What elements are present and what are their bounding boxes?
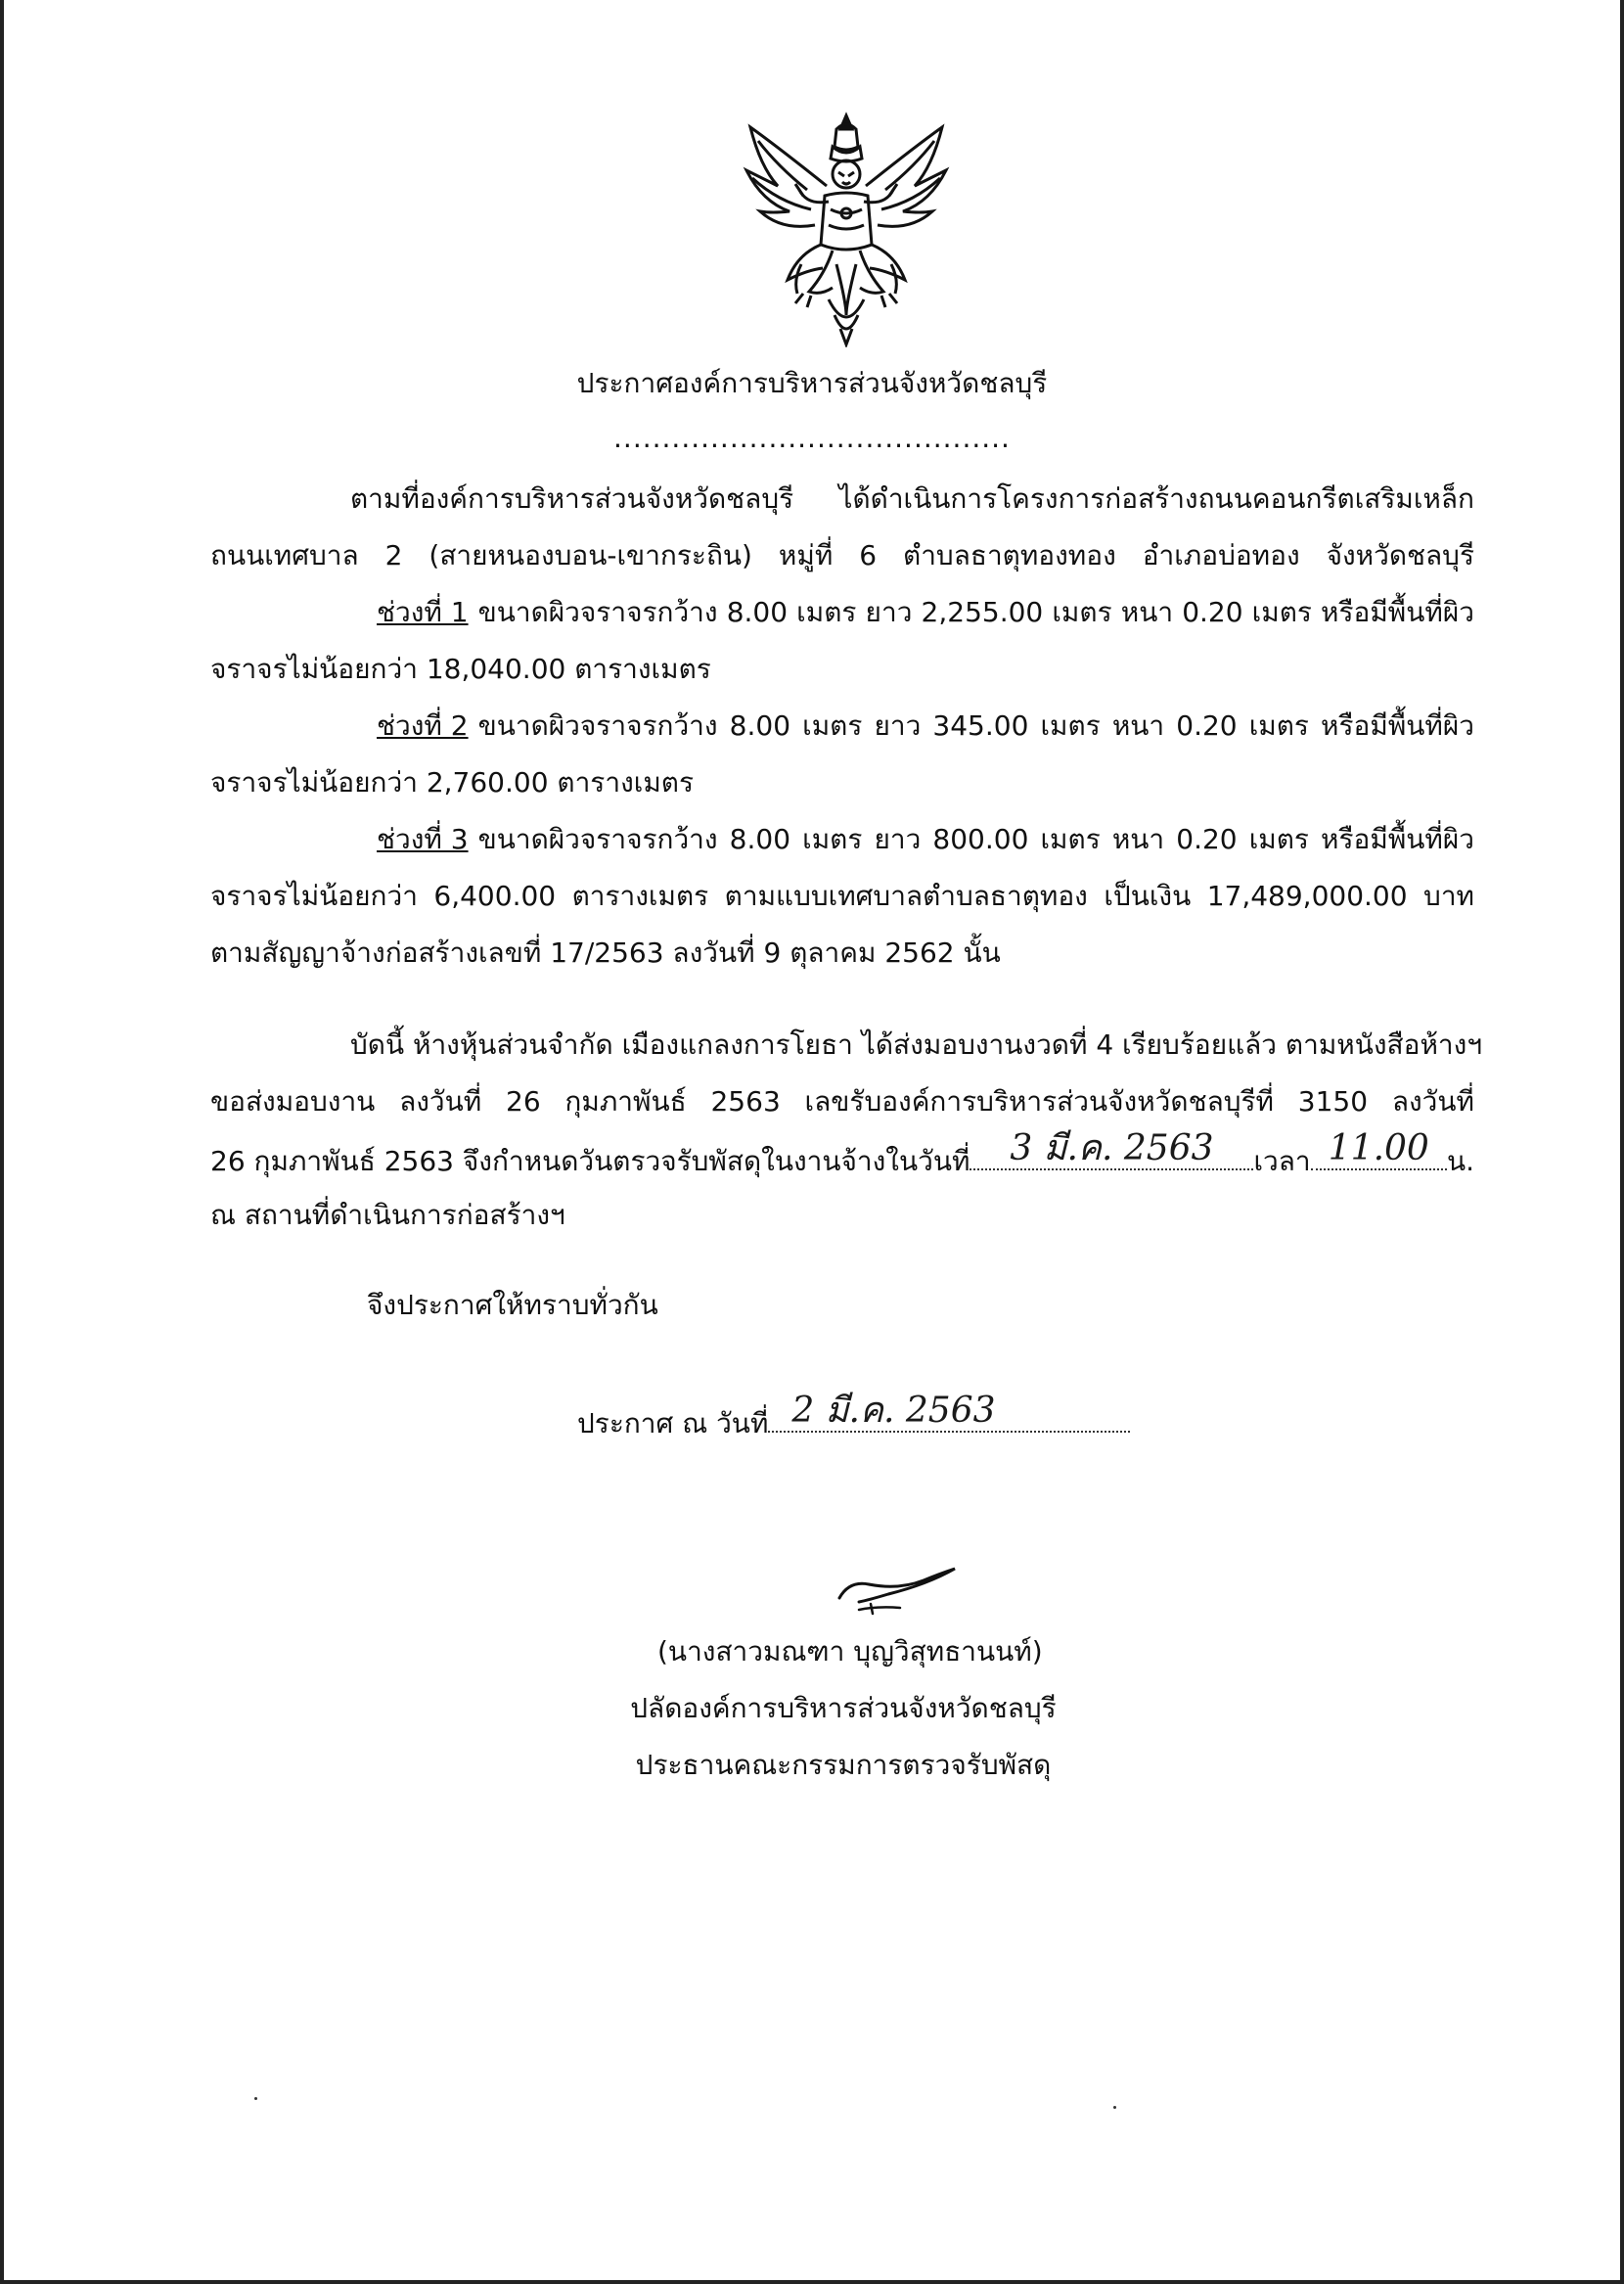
inspection-date-handwritten: 3 มี.ค. 2563 — [1010, 1128, 1214, 1168]
section-1-text: ขนาดผิวจราจรกว้าง 8.00 เมตร ยาว 2,255.00 เมตร หนา 0.20 เมตร หรือมีพื้นที่ผิว — [477, 596, 1474, 628]
scan-border-right — [1620, 0, 1624, 2284]
signatory-name: (นางสาวมณฑา บุญวิสุทธานนท์) — [657, 1635, 1043, 1667]
paragraph-1-line-1: ตามที่องค์การบริหารส่วนจังหวัดชลบุรี ได้ดำเนินการโครงการก่อสร้างถนนคอนกรีตเสริมเหล็ก — [350, 482, 1474, 515]
announce-date-line — [577, 1391, 1130, 1443]
section-3-text: ขนาดผิวจราจรกว้าง 8.00 เมตร ยาว 800.00 เมตร หนา 0.20 เมตร หรือมีพื้นที่ผิว — [477, 823, 1474, 855]
signatory-position-1: ปลัดองค์การบริหารส่วนจังหวัดชลบุรี — [630, 1692, 1057, 1724]
section-3-label: ช่วงที่ 3 — [377, 823, 469, 855]
announce-date-label: ประกาศ ณ วันที่ — [577, 1407, 769, 1439]
announce-date-handwritten: 2 มี.ค. 2563 — [791, 1391, 996, 1431]
section-1-label: ช่วงที่ 1 — [377, 596, 469, 628]
inspection-date-field — [970, 1128, 1253, 1170]
scan-border-left — [0, 0, 4, 2284]
paragraph-2-line-3 — [210, 1128, 1474, 1181]
section-3-line-1 — [377, 820, 1474, 859]
inspection-time-label: เวลา — [1253, 1145, 1311, 1177]
scan-speck — [1113, 2106, 1116, 2109]
inspection-date-label: 26 กุมภาพันธ์ 2563 จึงกำหนดวันตรวจรับพัสดุในงานจ้างในวันที่ — [210, 1145, 970, 1177]
title-separator: ......................................... — [613, 422, 1011, 454]
paragraph-1-line-2: ถนนเทศบาล 2 (สายหนองบอน-เขากระถิน) หมู่ที่ 6 ตำบลธาตุทองทอง อำเภอบ่อทอง จังหวัดชลบุรี — [210, 539, 1474, 571]
signature-icon — [830, 1551, 967, 1620]
inspection-time-field — [1311, 1128, 1447, 1170]
garuda-emblem-icon — [739, 108, 954, 347]
section-2-text: ขนาดผิวจราจรกว้าง 8.00 เมตร ยาว 345.00 เมตร หนา 0.20 เมตร หรือมีพื้นที่ผิว — [477, 709, 1474, 742]
inspection-time-handwritten: 11.00 — [1328, 1128, 1429, 1168]
section-1-line-1 — [377, 593, 1474, 632]
paragraph-2-line-4: ณ สถานที่ดำเนินการก่อสร้างฯ — [210, 1199, 565, 1231]
section-3-line-3: ตามสัญญาจ้างก่อสร้างเลขที่ 17/2563 ลงวันที่ 9 ตุลาคม 2562 นั้น — [210, 936, 1001, 969]
section-3-line-2: จราจรไม่น้อยกว่า 6,400.00 ตารางเมตร ตามแบบเทศบาลตำบลธาตุทอง เป็นเงิน 17,489,000.00 บาท — [210, 880, 1474, 912]
scan-border-bottom — [0, 2280, 1624, 2284]
section-2-line-2: จราจรไม่น้อยกว่า 2,760.00 ตารางเมตร — [210, 766, 694, 799]
section-2-line-1 — [377, 707, 1474, 746]
signatory-position-2: ประธานคณะกรรมการตรวจรับพัสดุ — [635, 1749, 1052, 1781]
document-title: ประกาศองค์การบริหารส่วนจังหวัดชลบุรี — [576, 367, 1048, 399]
scan-speck — [254, 2097, 257, 2100]
section-2-label: ช่วงที่ 2 — [377, 709, 469, 742]
paragraph-2-line-1: บัดนี้ ห้างหุ้นส่วนจำกัด เมืองแกลงการโยธา ได้ส่งมอบงานงวดที่ 4 เรียบร้อยแล้ว ตามหนังสือห้างฯ — [350, 1028, 1483, 1061]
paragraph-2-line-2: ขอส่งมอบงาน ลงวันที่ 26 กุมภาพันธ์ 2563 เลขรับองค์การบริหารส่วนจังหวัดชลบุรีที่ 3150 ลงวันที่ — [210, 1085, 1474, 1118]
section-1-line-2: จราจรไม่น้อยกว่า 18,040.00 ตารางเมตร — [210, 653, 711, 685]
closing-statement: จึงประกาศให้ทราบทั่วกัน — [367, 1289, 658, 1321]
announce-date-field — [768, 1391, 1130, 1433]
inspection-time-unit: น. — [1446, 1145, 1474, 1177]
